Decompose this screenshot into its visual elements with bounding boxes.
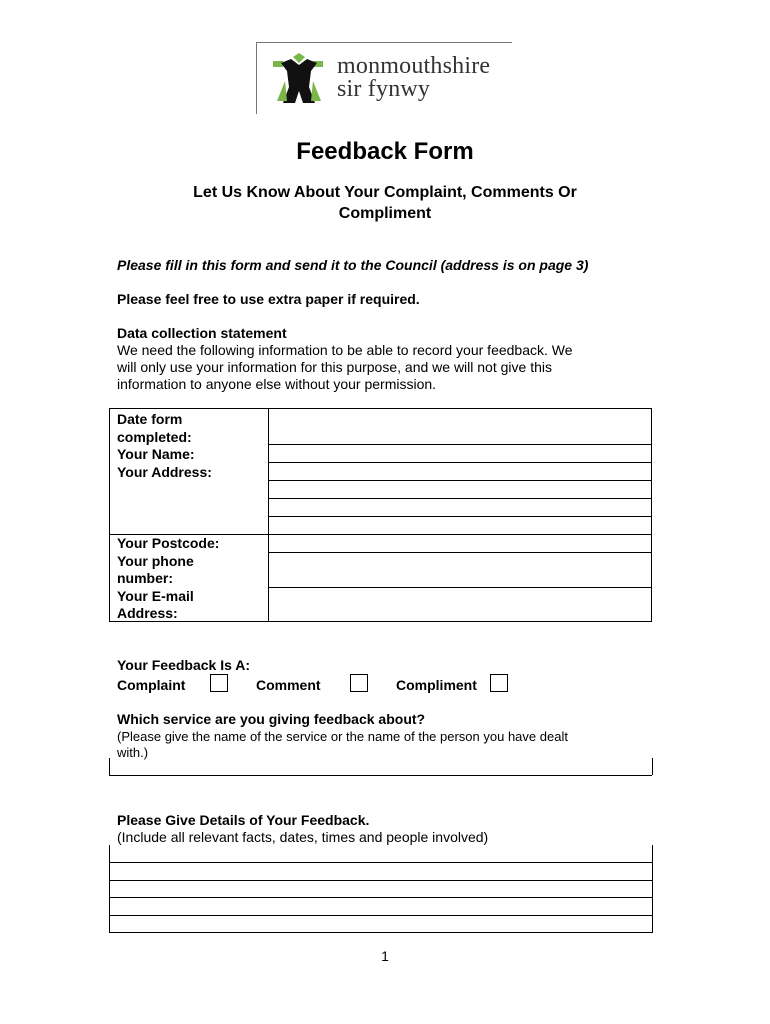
- name-field[interactable]: [269, 445, 651, 462]
- extra-paper-note: Please feel free to use extra paper if required.: [117, 291, 420, 307]
- logo-text-welsh: sir fynwy: [337, 76, 431, 102]
- complaint-label: Complaint: [117, 677, 186, 693]
- details-line-3[interactable]: [109, 897, 652, 898]
- service-input-line[interactable]: [109, 775, 652, 776]
- details-hint: (Include all relevant facts, dates, times and people involved): [117, 829, 489, 845]
- details-line-1[interactable]: [109, 862, 652, 863]
- data-statement-line-2: will only use your information for this purpose, and we will not give this: [117, 359, 552, 375]
- service-hint-line-2: with.): [117, 745, 149, 760]
- email-label-line-1: Your E-mail: [117, 587, 194, 604]
- details-line-5[interactable]: [109, 932, 652, 933]
- service-heading: Which service are you giving feedback about?: [117, 711, 426, 727]
- date-field[interactable]: [269, 409, 651, 444]
- compliment-label: Compliment: [396, 677, 477, 693]
- phone-label-line-1: Your phone: [117, 552, 194, 569]
- page-subtitle: Let Us Know About Your Complaint, Comments Or Compliment: [193, 184, 577, 222]
- details-line-4[interactable]: [109, 915, 652, 916]
- council-logo: [256, 42, 512, 114]
- email-label-line-2: Address:: [117, 605, 178, 621]
- postcode-label: Your Postcode:: [117, 535, 220, 551]
- postcode-field[interactable]: [269, 535, 651, 552]
- comment-label: Comment: [256, 677, 321, 693]
- complaint-checkbox[interactable]: [210, 674, 228, 692]
- address-label: Your Address:: [117, 463, 212, 480]
- email-field[interactable]: [269, 588, 651, 622]
- personal-details-table: [109, 408, 652, 622]
- compliment-checkbox[interactable]: [490, 674, 508, 692]
- dragon-logo-icon: [267, 51, 331, 107]
- date-label-line-1: Date form: [117, 411, 183, 427]
- details-heading: Please Give Details of Your Feedback.: [117, 812, 370, 828]
- feedback-type-heading: Your Feedback Is A:: [117, 657, 251, 673]
- date-label-line-2: completed:: [117, 428, 192, 445]
- phone-field[interactable]: [269, 553, 651, 587]
- page-title: Feedback Form: [296, 138, 474, 165]
- instruction-text: Please fill in this form and send it to the Council (address is on page 3): [117, 257, 589, 273]
- data-statement-line-1: We need the following information to be able to record your feedback. We: [117, 342, 573, 358]
- data-statement-line-3: information to anyone else without your permission.: [117, 376, 437, 392]
- page-number: 1: [381, 948, 389, 964]
- address-field[interactable]: [269, 463, 651, 534]
- data-statement-heading: Data collection statement: [117, 325, 287, 341]
- name-label: Your Name:: [117, 446, 195, 462]
- phone-label-line-2: number:: [117, 570, 173, 586]
- details-line-2[interactable]: [109, 880, 652, 881]
- comment-checkbox[interactable]: [350, 674, 368, 692]
- service-hint-line-1: (Please give the name of the service or the name of the person you have dealt: [117, 729, 568, 744]
- logo-text-english: monmouthshire: [337, 53, 491, 79]
